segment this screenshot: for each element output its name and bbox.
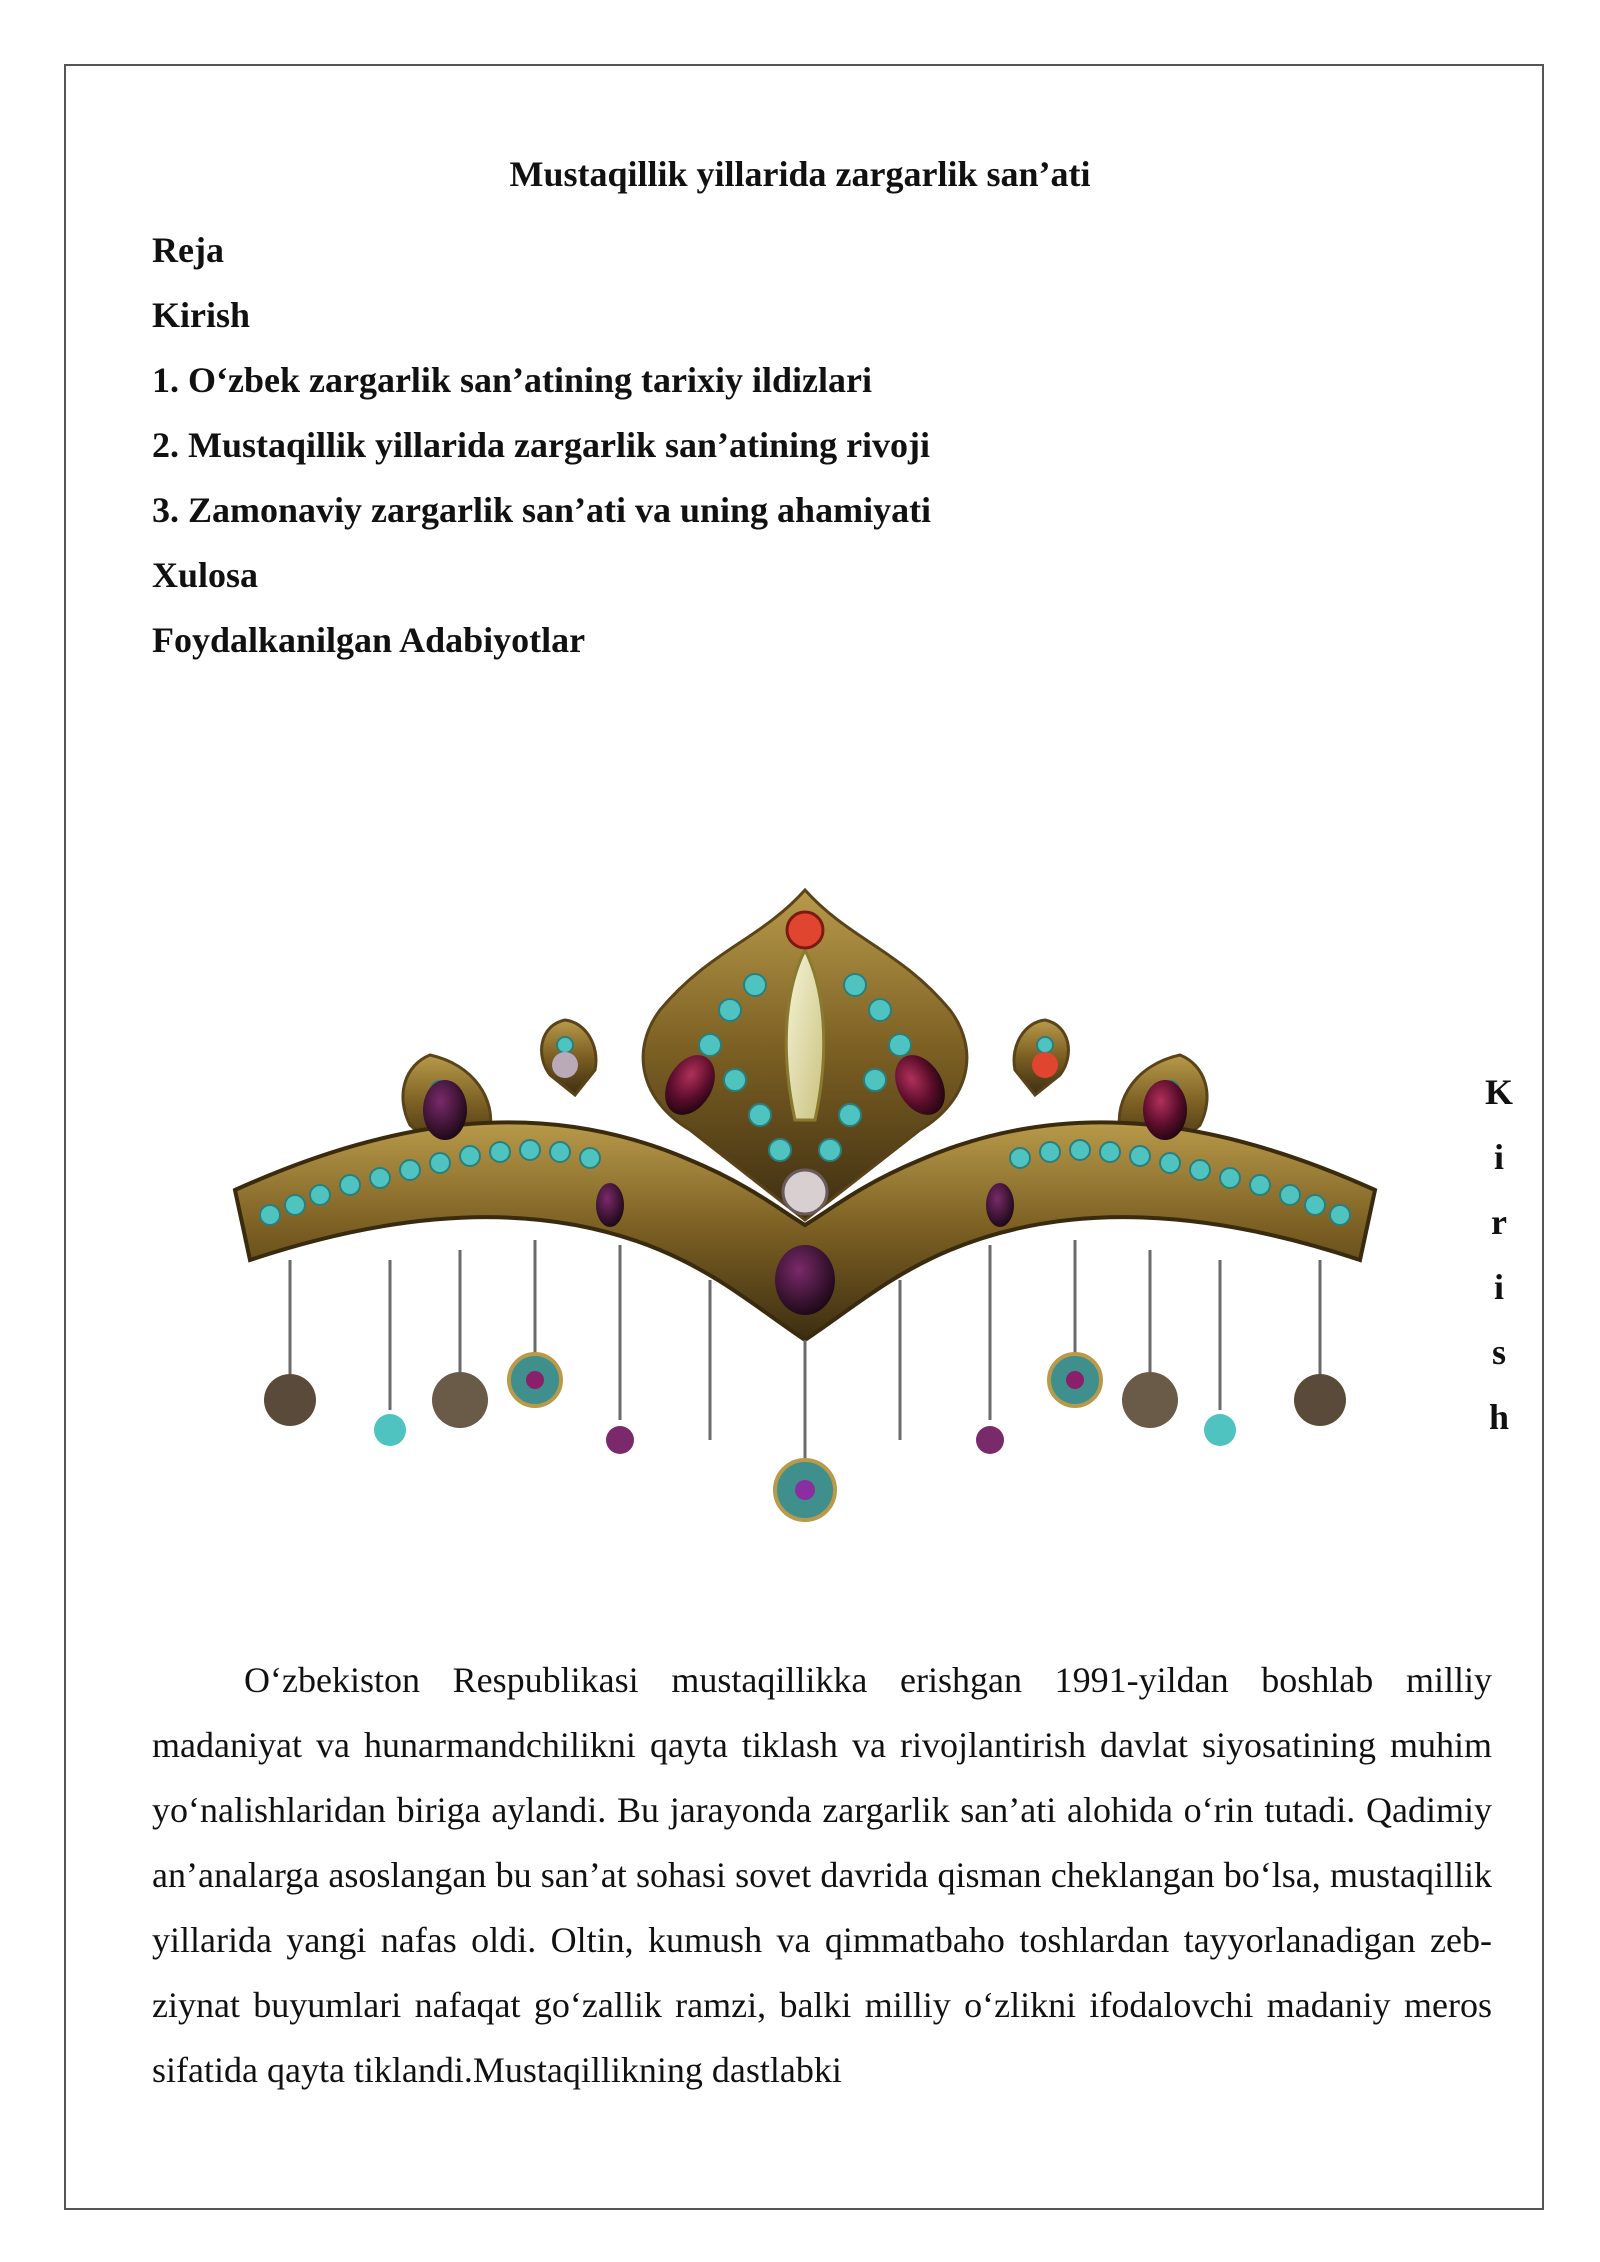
toc-item-kirish: Kirish [152, 295, 251, 335]
vertical-letter: i [1493, 1267, 1504, 1307]
vertical-letter: K [1484, 1072, 1513, 1112]
table-of-contents [152, 218, 931, 673]
kirish-vertical-heading [1484, 1060, 1514, 1450]
document-title: Mustaqillik yillarida zargarlik san’ati [509, 154, 1091, 194]
toc-item-reja: Reja [152, 230, 224, 270]
vertical-letter: h [1488, 1397, 1510, 1437]
vertical-letter: r [1491, 1202, 1507, 1242]
toc-item-3: 3. Zamonaviy zargarlik san’ati va uning ahamiyati [152, 490, 932, 530]
toc-item-adabiyotlar: Foydalkanilgan Adabiyotlar [152, 620, 586, 660]
toc-item-xulosa: Xulosa [152, 555, 259, 595]
toc-item-1: 1. O‘zbek zargarlik san’atining tarixiy ildizlari [152, 360, 872, 400]
jewelry-crown-image [190, 880, 1420, 1560]
toc-item-2: 2. Mustaqillik yillarida zargarlik san’atining rivoji [152, 425, 931, 465]
vertical-letter: i [1493, 1137, 1504, 1177]
intro-paragraph: O‘zbekiston Respublikasi mustaqillikka erishgan 1991-yildan boshlab milliy madaniyat va hunarmandchilikni qayta tiklash va rivojlantirish davlat siyosatining muhim yo‘nalishlaridan biriga aylandi. Bu jarayonda zargarlik san’ati alohida o‘rin tutadi. Qadimiy an’analarga asoslangan bu san’at sohasi sovet davrida qisman cheklangan bo‘lsa, mustaqillik yillarida yangi nafas oldi. Oltin, kumush va qimmatbaho toshlardan tayyorlanadigan zeb-ziynat buyumlari nafaqat go‘zallik ramzi, balki milliy o‘zlikni ifodalovchi madaniy meros sifatida qayta tiklandi.Mustaqillikning dastlabki [152, 1660, 1492, 2090]
vertical-letter: s [1491, 1332, 1506, 1372]
